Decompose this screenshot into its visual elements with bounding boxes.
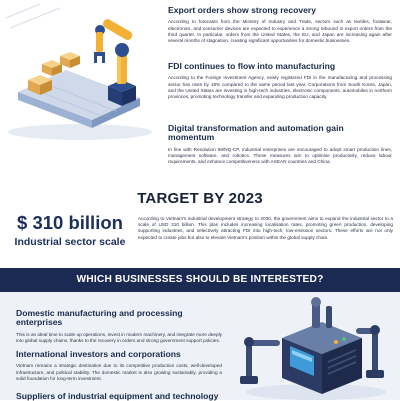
target-amount-label: Industrial sector scale — [14, 236, 126, 248]
fdi-section — [168, 62, 392, 100]
fdi-text: According to the Foreign Investment Agency, newly registered FDI in the manufacturing and processing sector has risen by 18% compared to the same period last year. Corporations from South Korea, Japan, and the United States are investing in high-tech industries, electronic components, automobiles in northern provinces, promoting technology transfer and expanding production capacity. — [168, 75, 392, 100]
international-investors-title: International investors and corporations — [16, 349, 181, 359]
manufacturing-enterprises-title: Domestic manufacturing and processing enterprises — [16, 308, 183, 328]
production-machine-illustration — [216, 292, 400, 400]
export-orders-title: Export orders show strong recovery — [168, 5, 317, 15]
section-banner-title: WHICH BUSINESSES SHOULD BE INTERESTED? — [76, 274, 324, 285]
target-amount: $ 310 billion — [17, 212, 123, 233]
digital-transformation-title: Digital transformation and automation gain momentum — [168, 123, 344, 143]
target-heading: TARGET BY 2023 — [137, 190, 263, 207]
target-description-text: According to Vietnam's industrial development strategy to 2030, the government aims to expand the industrial sector to a scale of USD 310 billion. This plan includes increasing localisation rates, promoting green production, developing supporting industries, and selectively attracting FDI into high-tech, low-emission sectors. These efforts are not only expected to create jobs but also to elevate Vietnam's position within the global supply chain. — [138, 216, 393, 240]
manufacturing-enterprises-section — [16, 309, 222, 344]
factory-robot-illustration — [0, 0, 160, 142]
manufacturing-enterprises-text: This is an ideal time to scale up operations, invest in modern machinery, and integrate more deeply into global supply chains, thanks to the recovery in orders and strong government support policies. — [16, 331, 222, 344]
fdi-title: FDI continues to flow into manufacturing — [168, 61, 336, 71]
digital-transformation-text: In line with Resolution 58/NQ-CP, industrial enterprises are encouraged to adopt smart production lines, management software, and robotics. These measures aim to optimise productivity, reduce labour requirements, and enhance competitiveness with ASEAN countries and China. — [168, 146, 392, 165]
target-description — [138, 216, 393, 241]
equipment-suppliers-title: Suppliers of industrial equipment and technology — [16, 391, 219, 401]
international-investors-text: Vietnam remains a strategic destination due to its competitive production costs, well-developed infrastructure, and political stability. The domestic market is also growing sustainably, providing a solid foundation for long-term investment. — [16, 363, 222, 381]
international-investors-section — [16, 350, 222, 382]
export-orders-section — [168, 6, 392, 44]
digital-transformation-section — [168, 124, 392, 166]
export-orders-text: According to forecasts from the Ministry of Industry and Trade, sectors such as textiles, footwear, electronics, and consumer devices are expected to experience a strong rebound in export orders from the third quarter. In particular, orders from the United States, the EU, and Japan are increasing again after several months of stagnation, creating significant opportunities for domestic businesses. — [168, 19, 392, 44]
